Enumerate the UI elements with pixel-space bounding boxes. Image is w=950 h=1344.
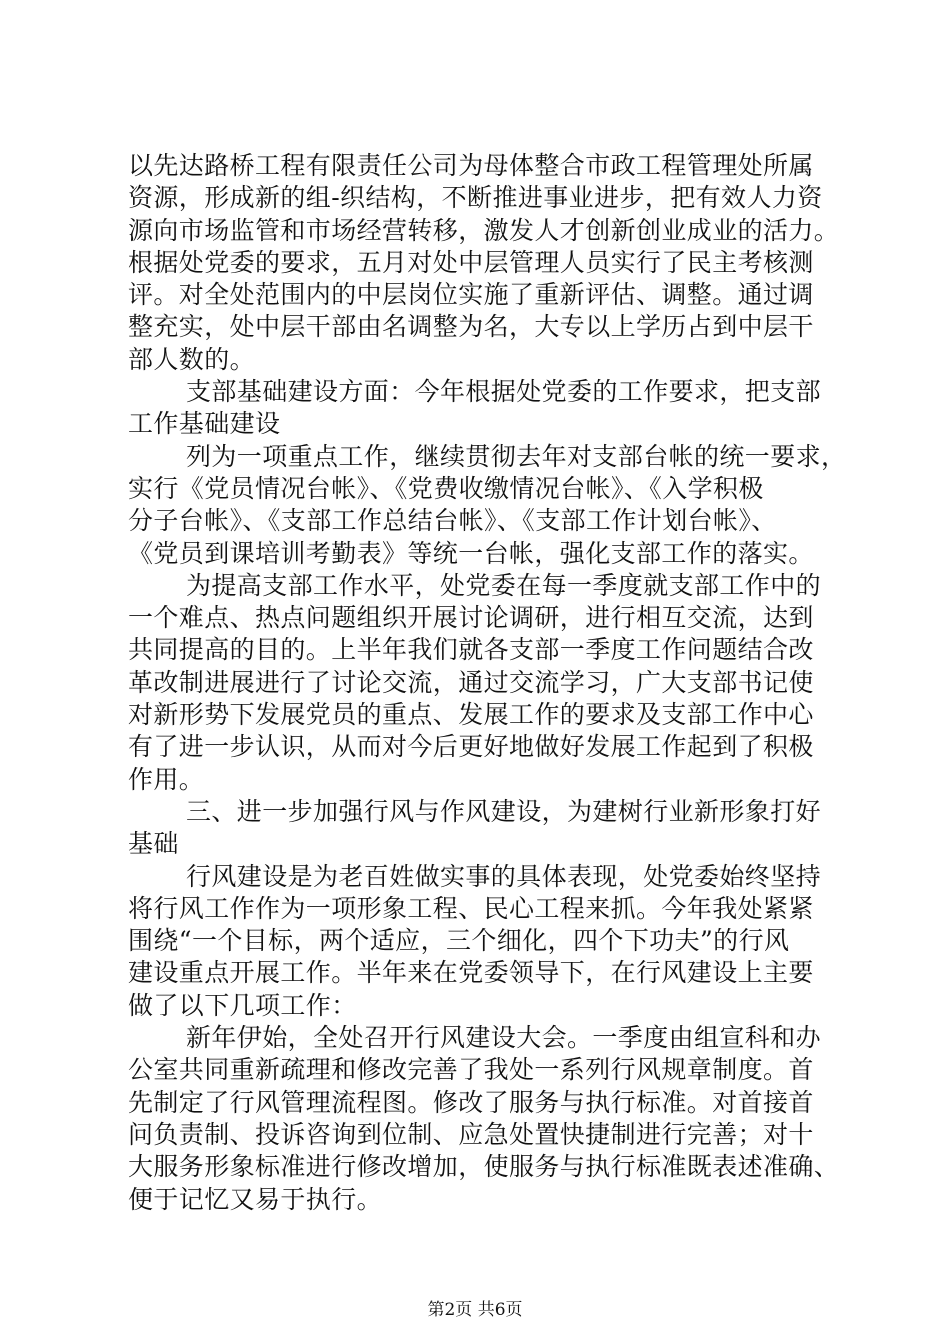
text-line: 建设重点开展工作。半年来在党委领导下，在行风建设上主要 (128, 958, 814, 988)
text-line: 工作基础建设 (128, 409, 281, 439)
text-line: 根据处党委的要求，五月对处中层管理人员实行了民主考核测 (128, 247, 814, 277)
text-line: 大服务形象标准进行修改增加，使服务与执行标准既表述准确、 (128, 1152, 840, 1182)
text-line: 以先达路桥工程有限责任公司为母体整合市政工程管理处所属 (128, 151, 814, 180)
text-line: 公室共同重新疏理和修改完善了我处一系列行风规章制度。首 (128, 1055, 814, 1085)
page-number-label: 第2页 共6页 (427, 1300, 523, 1320)
text-line: 一个难点、热点问题组织开展讨论调研，进行相互交流，达到 (128, 603, 814, 633)
text-line: 先制定了行风管理流程图。修改了服务与执行标准。对首接首 (128, 1087, 814, 1117)
page-footer (0, 1295, 950, 1320)
text-line: 将行风工作作为一项形象工程、民心工程来抓。今年我处紧紧 (128, 893, 814, 923)
text-line: 《党员到课培训考勤表》等统一台帐，强化支部工作的落实。 (128, 538, 814, 568)
body-text (128, 150, 847, 1216)
text-line: 革改制进展进行了讨论交流，通过交流学习，广大支部书记使 (128, 667, 814, 697)
text-line: 作用。 (128, 764, 205, 794)
text-line: 整充实，处中层干部由名调整为名，大专以上学历占到中层干 (128, 312, 814, 342)
text-line: 部人数的。 (128, 344, 256, 374)
text-line: 资源，形成新的组-织结构，不断推进事业进步，把有效人力资 (128, 183, 823, 213)
text-line: 源向市场监管和市场经营转移，激发人才创新创业成业的活力。 (128, 215, 840, 245)
section-heading-cont: 基础 (128, 829, 179, 859)
paragraph-start: 列为一项重点工作，继续贯彻去年对支部台帐的统一要求， (186, 441, 847, 471)
text-line: 做了以下几项工作： (128, 990, 357, 1020)
paragraph-start: 为提高支部工作水平，处党委在每一季度就支部工作中的 (186, 570, 822, 600)
paragraph-start: 行风建设是为老百姓做实事的具体表现，处党委始终坚持 (186, 861, 822, 891)
text-line: 分子台帐》、《支部工作总结台帐》、《支部工作计划台帐》、 (128, 506, 777, 536)
text-line: 共同提高的目的。上半年我们就各支部一季度工作问题结合改 (128, 635, 814, 665)
section-heading: 三、进一步加强行风与作风建设，为建树行业新形象打好 (186, 796, 822, 826)
text-line: 有了进一步认识，从而对今后更好地做好发展工作起到了积极 (128, 732, 814, 762)
text-line: 实行《党员情况台帐》、《党费收缴情况台帐》、《入学积极 (128, 473, 764, 503)
text-line: 对新形势下发展党员的重点、发展工作的要求及支部工作中心 (128, 700, 814, 730)
text-line: 便于记忆又易于执行。 (128, 1184, 383, 1214)
paragraph-start: 新年伊始，全处召开行风建设大会。一季度由组宣科和办 (186, 1023, 822, 1053)
paragraph-start: 支部基础建设方面：今年根据处党委的工作要求，把支部 (186, 377, 822, 407)
text-line: 评。对全处范围内的中层岗位实施了重新评估、调整。通过调 (128, 280, 814, 310)
text-line: 问负责制、投诉咨询到位制、应急处置快捷制进行完善；对十 (128, 1119, 814, 1149)
text-line: 围绕“一个目标，两个适应，三个细化，四个下功夫”的行风 (128, 926, 790, 956)
